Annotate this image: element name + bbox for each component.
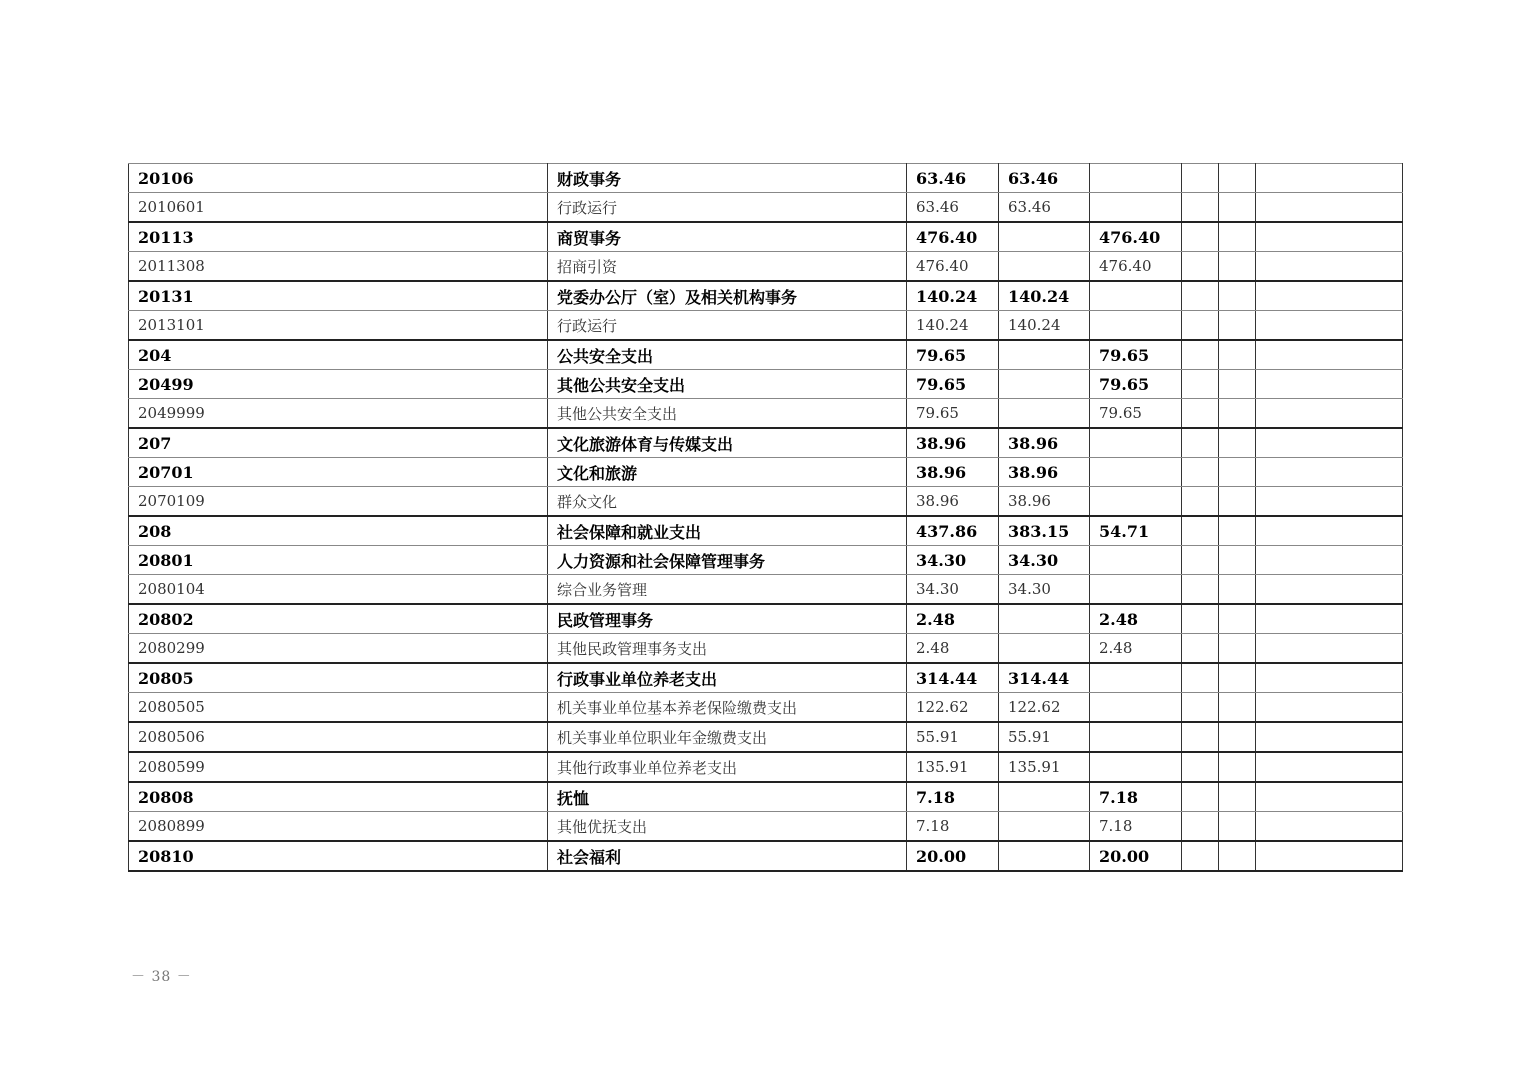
table-row	[129, 841, 1403, 871]
empty-cell	[1256, 782, 1403, 812]
code-cell: 2070109	[129, 487, 548, 517]
table-row	[129, 458, 1403, 487]
empty-cell	[1256, 634, 1403, 664]
total-cell: 2.48	[907, 634, 999, 664]
total-cell: 314.44	[907, 663, 999, 693]
basic-cell: 38.96	[999, 428, 1090, 458]
empty-cell	[1256, 458, 1403, 487]
code-cell: 2011308	[129, 252, 548, 282]
name-cell: 文化和旅游	[548, 458, 907, 487]
project-cell	[1090, 193, 1182, 223]
code-cell: 208	[129, 516, 548, 546]
total-cell: 79.65	[907, 370, 999, 399]
empty-cell	[1256, 193, 1403, 223]
project-cell	[1090, 428, 1182, 458]
empty-cell	[1219, 311, 1256, 341]
total-cell: 122.62	[907, 693, 999, 723]
empty-cell	[1256, 693, 1403, 723]
project-cell	[1090, 575, 1182, 605]
total-cell: 20.00	[907, 841, 999, 871]
table-row	[129, 722, 1403, 752]
basic-cell: 38.96	[999, 458, 1090, 487]
empty-cell	[1256, 340, 1403, 370]
name-cell: 其他公共安全支出	[548, 370, 907, 399]
project-cell: 2.48	[1090, 634, 1182, 664]
table-body	[129, 164, 1403, 872]
project-cell	[1090, 164, 1182, 193]
total-cell: 63.46	[907, 193, 999, 223]
empty-cell	[1182, 193, 1219, 223]
table-row	[129, 164, 1403, 193]
empty-cell	[1219, 164, 1256, 193]
empty-cell	[1182, 575, 1219, 605]
name-cell: 社会保障和就业支出	[548, 516, 907, 546]
basic-cell: 383.15	[999, 516, 1090, 546]
empty-cell	[1182, 340, 1219, 370]
empty-cell	[1256, 812, 1403, 842]
basic-cell	[999, 399, 1090, 429]
basic-cell	[999, 604, 1090, 634]
empty-cell	[1256, 252, 1403, 282]
total-cell: 135.91	[907, 752, 999, 782]
empty-cell	[1256, 575, 1403, 605]
empty-cell	[1182, 311, 1219, 341]
empty-cell	[1219, 370, 1256, 399]
total-cell: 79.65	[907, 340, 999, 370]
name-cell: 商贸事务	[548, 222, 907, 252]
project-cell	[1090, 311, 1182, 341]
table-row	[129, 487, 1403, 517]
empty-cell	[1256, 311, 1403, 341]
empty-cell	[1219, 663, 1256, 693]
empty-cell	[1182, 370, 1219, 399]
table-row	[129, 634, 1403, 664]
table-row	[129, 546, 1403, 575]
code-cell: 2010601	[129, 193, 548, 223]
project-cell: 476.40	[1090, 222, 1182, 252]
basic-cell	[999, 340, 1090, 370]
basic-cell: 140.24	[999, 311, 1090, 341]
code-cell: 20131	[129, 281, 548, 311]
project-cell	[1090, 487, 1182, 517]
empty-cell	[1182, 546, 1219, 575]
empty-cell	[1219, 604, 1256, 634]
basic-cell: 63.46	[999, 164, 1090, 193]
table-row	[129, 281, 1403, 311]
code-cell: 20801	[129, 546, 548, 575]
project-cell: 2.48	[1090, 604, 1182, 634]
empty-cell	[1182, 281, 1219, 311]
total-cell: 140.24	[907, 281, 999, 311]
empty-cell	[1182, 663, 1219, 693]
empty-cell	[1219, 487, 1256, 517]
empty-cell	[1182, 428, 1219, 458]
name-cell: 财政事务	[548, 164, 907, 193]
empty-cell	[1219, 399, 1256, 429]
total-cell: 2.48	[907, 604, 999, 634]
empty-cell	[1219, 812, 1256, 842]
table-row	[129, 340, 1403, 370]
table-row	[129, 252, 1403, 282]
name-cell: 社会福利	[548, 841, 907, 871]
code-cell: 2080505	[129, 693, 548, 723]
name-cell: 群众文化	[548, 487, 907, 517]
empty-cell	[1219, 634, 1256, 664]
empty-cell	[1182, 252, 1219, 282]
empty-cell	[1256, 722, 1403, 752]
project-cell: 79.65	[1090, 340, 1182, 370]
total-cell: 38.96	[907, 458, 999, 487]
empty-cell	[1256, 546, 1403, 575]
name-cell: 其他公共安全支出	[548, 399, 907, 429]
code-cell: 2080506	[129, 722, 548, 752]
empty-cell	[1219, 281, 1256, 311]
basic-cell: 140.24	[999, 281, 1090, 311]
empty-cell	[1219, 752, 1256, 782]
table-row	[129, 604, 1403, 634]
name-cell: 民政管理事务	[548, 604, 907, 634]
empty-cell	[1219, 458, 1256, 487]
empty-cell	[1256, 841, 1403, 871]
empty-cell	[1182, 722, 1219, 752]
basic-cell: 34.30	[999, 546, 1090, 575]
total-cell: 63.46	[907, 164, 999, 193]
project-cell: 20.00	[1090, 841, 1182, 871]
basic-cell	[999, 370, 1090, 399]
project-cell	[1090, 281, 1182, 311]
basic-cell: 314.44	[999, 663, 1090, 693]
name-cell: 机关事业单位职业年金缴费支出	[548, 722, 907, 752]
total-cell: 34.30	[907, 546, 999, 575]
empty-cell	[1256, 281, 1403, 311]
table-row	[129, 370, 1403, 399]
empty-cell	[1219, 546, 1256, 575]
code-cell: 20808	[129, 782, 548, 812]
empty-cell	[1182, 458, 1219, 487]
name-cell: 公共安全支出	[548, 340, 907, 370]
project-cell: 79.65	[1090, 370, 1182, 399]
project-cell: 54.71	[1090, 516, 1182, 546]
code-cell: 20499	[129, 370, 548, 399]
empty-cell	[1182, 841, 1219, 871]
table-row	[129, 193, 1403, 223]
code-cell: 2080599	[129, 752, 548, 782]
empty-cell	[1182, 222, 1219, 252]
empty-cell	[1182, 812, 1219, 842]
name-cell: 招商引资	[548, 252, 907, 282]
name-cell: 其他行政事业单位养老支出	[548, 752, 907, 782]
name-cell: 行政事业单位养老支出	[548, 663, 907, 693]
empty-cell	[1219, 841, 1256, 871]
table-row	[129, 575, 1403, 605]
name-cell: 人力资源和社会保障管理事务	[548, 546, 907, 575]
empty-cell	[1182, 634, 1219, 664]
empty-cell	[1256, 487, 1403, 517]
name-cell: 抚恤	[548, 782, 907, 812]
total-cell: 476.40	[907, 222, 999, 252]
empty-cell	[1256, 663, 1403, 693]
code-cell: 20802	[129, 604, 548, 634]
table-row	[129, 782, 1403, 812]
empty-cell	[1219, 722, 1256, 752]
empty-cell	[1182, 604, 1219, 634]
empty-cell	[1182, 693, 1219, 723]
name-cell: 文化旅游体育与传媒支出	[548, 428, 907, 458]
code-cell: 20701	[129, 458, 548, 487]
table-row	[129, 399, 1403, 429]
basic-cell: 38.96	[999, 487, 1090, 517]
empty-cell	[1256, 604, 1403, 634]
project-cell: 79.65	[1090, 399, 1182, 429]
total-cell: 476.40	[907, 252, 999, 282]
project-cell: 7.18	[1090, 782, 1182, 812]
basic-cell	[999, 222, 1090, 252]
table-row	[129, 752, 1403, 782]
empty-cell	[1219, 428, 1256, 458]
table-row	[129, 693, 1403, 723]
basic-cell	[999, 782, 1090, 812]
table-row	[129, 663, 1403, 693]
empty-cell	[1182, 399, 1219, 429]
total-cell: 7.18	[907, 812, 999, 842]
empty-cell	[1219, 193, 1256, 223]
empty-cell	[1256, 516, 1403, 546]
project-cell: 7.18	[1090, 812, 1182, 842]
basic-cell	[999, 841, 1090, 871]
total-cell: 79.65	[907, 399, 999, 429]
empty-cell	[1219, 516, 1256, 546]
empty-cell	[1219, 575, 1256, 605]
name-cell: 行政运行	[548, 193, 907, 223]
project-cell	[1090, 663, 1182, 693]
empty-cell	[1256, 370, 1403, 399]
empty-cell	[1219, 693, 1256, 723]
page-number: － 38 －	[131, 969, 192, 985]
total-cell: 7.18	[907, 782, 999, 812]
code-cell: 20106	[129, 164, 548, 193]
code-cell: 20810	[129, 841, 548, 871]
code-cell: 2013101	[129, 311, 548, 341]
project-cell	[1090, 722, 1182, 752]
project-cell	[1090, 546, 1182, 575]
name-cell: 其他民政管理事务支出	[548, 634, 907, 664]
project-cell	[1090, 693, 1182, 723]
name-cell: 其他优抚支出	[548, 812, 907, 842]
basic-cell: 122.62	[999, 693, 1090, 723]
name-cell: 综合业务管理	[548, 575, 907, 605]
code-cell: 2049999	[129, 399, 548, 429]
total-cell: 34.30	[907, 575, 999, 605]
expenditure-table	[128, 163, 1403, 872]
name-cell: 机关事业单位基本养老保险缴费支出	[548, 693, 907, 723]
empty-cell	[1256, 752, 1403, 782]
empty-cell	[1219, 252, 1256, 282]
table-row	[129, 428, 1403, 458]
basic-cell: 63.46	[999, 193, 1090, 223]
basic-cell	[999, 812, 1090, 842]
basic-cell: 135.91	[999, 752, 1090, 782]
project-cell	[1090, 752, 1182, 782]
total-cell: 55.91	[907, 722, 999, 752]
code-cell: 207	[129, 428, 548, 458]
empty-cell	[1256, 399, 1403, 429]
empty-cell	[1219, 340, 1256, 370]
total-cell: 38.96	[907, 428, 999, 458]
table-row	[129, 311, 1403, 341]
empty-cell	[1219, 782, 1256, 812]
basic-cell	[999, 634, 1090, 664]
total-cell: 140.24	[907, 311, 999, 341]
code-cell: 2080899	[129, 812, 548, 842]
empty-cell	[1182, 752, 1219, 782]
code-cell: 2080299	[129, 634, 548, 664]
empty-cell	[1256, 428, 1403, 458]
basic-cell: 55.91	[999, 722, 1090, 752]
table-row	[129, 222, 1403, 252]
code-cell: 20805	[129, 663, 548, 693]
empty-cell	[1182, 164, 1219, 193]
code-cell: 20113	[129, 222, 548, 252]
empty-cell	[1256, 222, 1403, 252]
empty-cell	[1256, 164, 1403, 193]
project-cell: 476.40	[1090, 252, 1182, 282]
empty-cell	[1182, 487, 1219, 517]
total-cell: 38.96	[907, 487, 999, 517]
empty-cell	[1219, 222, 1256, 252]
empty-cell	[1182, 516, 1219, 546]
name-cell: 党委办公厅（室）及相关机构事务	[548, 281, 907, 311]
project-cell	[1090, 458, 1182, 487]
basic-cell	[999, 252, 1090, 282]
name-cell: 行政运行	[548, 311, 907, 341]
empty-cell	[1182, 782, 1219, 812]
table-row	[129, 516, 1403, 546]
code-cell: 204	[129, 340, 548, 370]
total-cell: 437.86	[907, 516, 999, 546]
table-row	[129, 812, 1403, 842]
code-cell: 2080104	[129, 575, 548, 605]
basic-cell: 34.30	[999, 575, 1090, 605]
